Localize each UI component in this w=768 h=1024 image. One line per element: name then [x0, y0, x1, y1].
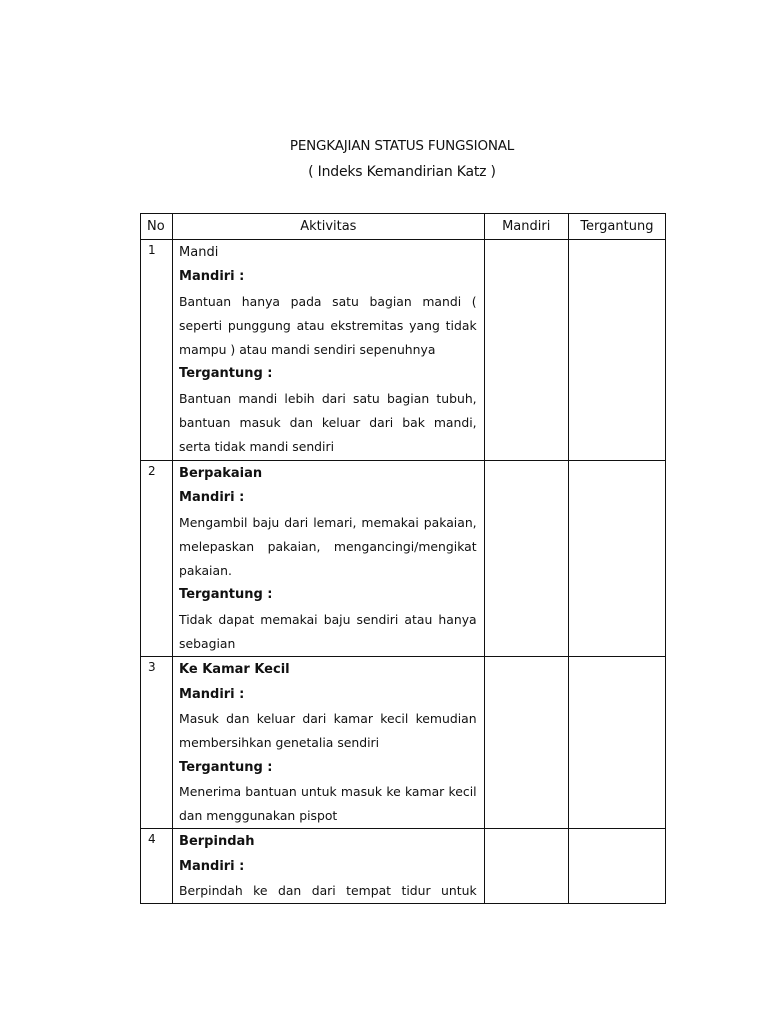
dependent-check-cell[interactable] — [568, 657, 665, 829]
independent-check-cell[interactable] — [484, 829, 568, 904]
activity-name: Berpindah — [179, 834, 255, 850]
independent-description: Mengambil baju dari lemari, memakai pakaian, melepaskan pakaian, mengancingi/mengikat pakaian. — [179, 514, 477, 579]
dependent-description: Menerima bantuan untuk masuk ke kamar kecil dan menggunakan pispot — [179, 783, 477, 824]
independent-check-cell[interactable] — [484, 657, 568, 829]
activity-cell — [173, 657, 485, 829]
activity-name: Mandi — [179, 245, 219, 260]
document-subtitle: ( Indeks Kemandirian Katz ) — [308, 164, 496, 180]
row-number: 3 — [141, 657, 173, 829]
header-activity: Aktivitas — [173, 214, 485, 240]
header-independent: Mandiri — [484, 214, 568, 240]
independent-description: Bantuan hanya pada satu bagian mandi ( seperti punggung atau ekstremitas yang tidak mampu ) atau mandi sendiri sepenuhnya — [179, 293, 477, 358]
table-header-row — [141, 214, 666, 240]
dependent-check-cell[interactable] — [568, 829, 665, 904]
table-row — [141, 240, 666, 461]
row-number: 1 — [141, 240, 173, 461]
independent-label: Mandiri : — [179, 490, 245, 506]
row-number: 4 — [141, 829, 173, 904]
dependent-description: Tidak dapat memakai baju sendiri atau hanya sebagian — [179, 611, 477, 652]
dependent-check-cell[interactable] — [568, 461, 665, 657]
independent-check-cell[interactable] — [484, 240, 568, 461]
dependent-label: Tergantung : — [179, 587, 273, 603]
table-row — [141, 657, 666, 829]
header-dependent: Tergantung — [568, 214, 665, 240]
dependent-label: Tergantung : — [179, 759, 273, 775]
activity-cell — [173, 240, 485, 461]
katz-index-table — [140, 213, 666, 904]
activity-name: Ke Kamar Kecil — [179, 662, 290, 678]
independent-label: Mandiri : — [179, 858, 245, 874]
table-row — [141, 829, 666, 904]
dependent-label: Tergantung : — [179, 366, 273, 382]
activity-cell — [173, 461, 485, 657]
independent-description: Berpindah ke dan dari tempat tidur untuk — [179, 883, 477, 899]
document-title: PENGKAJIAN STATUS FUNGSIONAL — [289, 138, 515, 154]
independent-check-cell[interactable] — [484, 461, 568, 657]
independent-label: Mandiri : — [179, 686, 245, 702]
row-number: 2 — [141, 461, 173, 657]
independent-label: Mandiri : — [179, 269, 245, 285]
header-no: No — [141, 214, 173, 240]
activity-cell — [173, 829, 485, 904]
independent-description: Masuk dan keluar dari kamar kecil kemudian membersihkan genetalia sendiri — [179, 710, 477, 751]
dependent-description: Bantuan mandi lebih dari satu bagian tubuh, bantuan masuk dan keluar dari bak mandi, serta tidak mandi sendiri — [179, 390, 477, 455]
dependent-check-cell[interactable] — [568, 240, 665, 461]
activity-name: Berpakaian — [179, 466, 263, 481]
table-row — [141, 461, 666, 657]
